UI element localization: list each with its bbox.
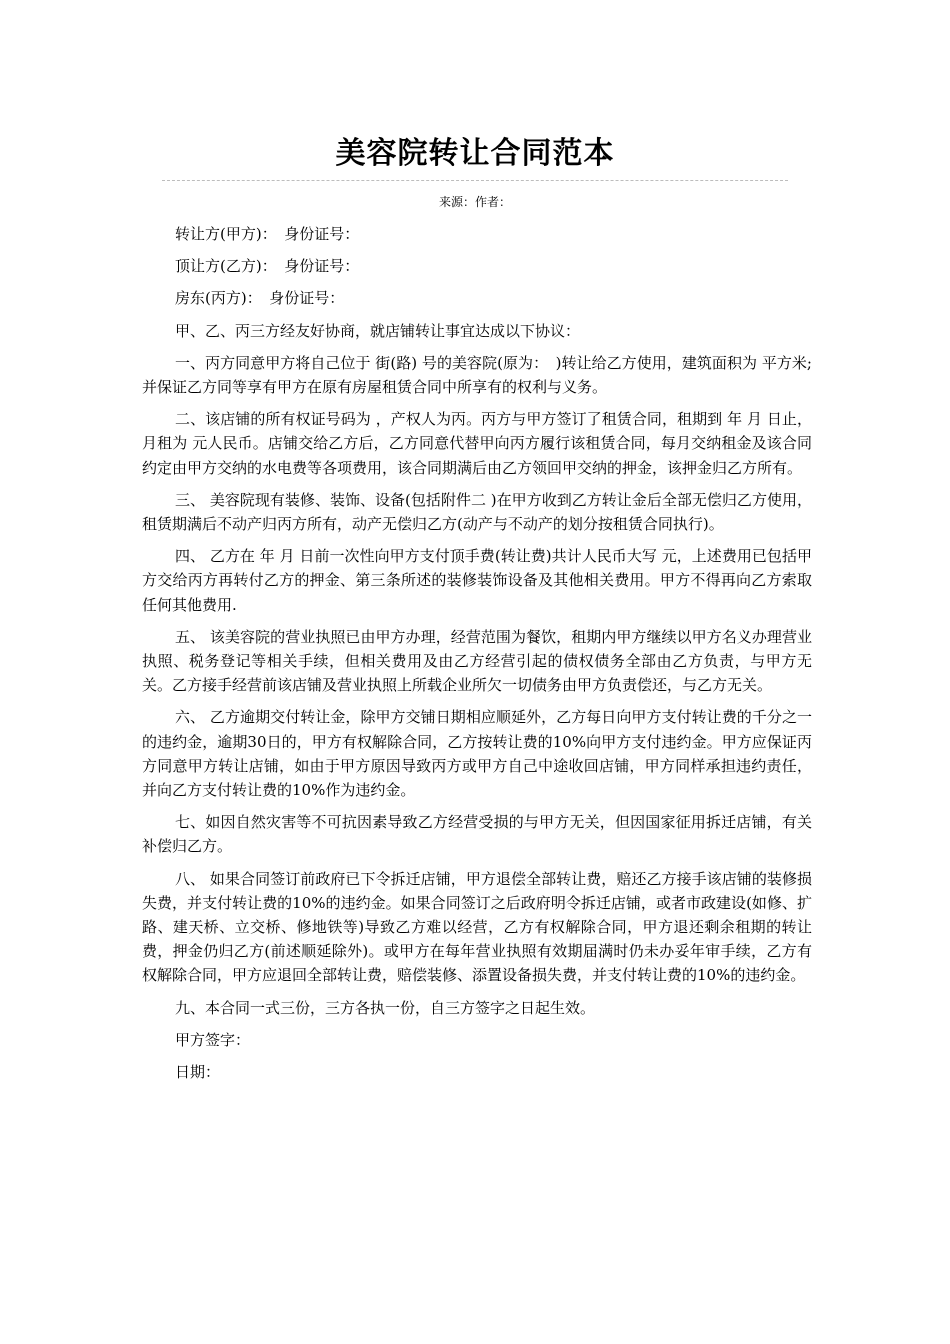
clause-1: 一、丙方同意甲方将自己位于 街(路) 号的美容院(原为： )转让给乙方使用，建筑面积为 平方米;并保证乙方同等享有甲方在原有房屋租赁合同中所享有的权利与义务。 — [142, 353, 812, 397]
document-title: 美容院转让合同范本 — [335, 136, 615, 171]
clause-5: 五、 该美容院的营业执照已由甲方办理，经营范围为餐饮，租期内甲方继续以甲方名义办理营业执照、税务登记等相关手续，但相关费用及由乙方经营引起的债权债务全部由乙方负责，与甲方无关。乙方接手经营前该店铺及营业执照上所载企业所欠一切债务由甲方负责偿还，与乙方无关。 — [142, 627, 812, 695]
source-line: 来源：作者： — [438, 195, 511, 209]
clause-6: 六、 乙方逾期交付转让金，除甲方交铺日期相应顺延外，乙方每日向甲方支付转让费的千分之一的违约金，逾期30日的，甲方有权解除合同，乙方按转让费的10%向甲方支付违约金。甲方应保证丙方同意甲方转让店铺，如由于甲方原因导致丙方或甲方自己中途收回店铺，甲方同样承担违约责任，并向乙方支付转让费的10%作为违约金。 — [142, 708, 812, 800]
clause-9: 九、本合同一式三份，三方各执一份，自三方签字之日起生效。 — [175, 998, 596, 1017]
party-c-line: 房东(丙方)： 身份证号： — [175, 289, 345, 308]
clause-3: 三、 美容院现有装修、装饰、设备(包括附件二 )在甲方收到乙方转让金后全部无偿归乙方使用，租赁期满后不动产归丙方所有，动产无偿归乙方(动产与不动产的划分按租赁合同执行)。 — [142, 490, 812, 534]
party-a-signature: 甲方签字： — [175, 1030, 251, 1049]
party-a-line: 转让方(甲方)： 身份证号： — [175, 225, 360, 243]
title-divider — [162, 180, 788, 181]
contract-body — [142, 222, 812, 1092]
party-b-line: 顶让方(乙方)： 身份证号： — [175, 257, 360, 276]
clause-2: 二、该店铺的所有权证号码为 ，产权人为丙。丙方与甲方签订了租赁合同，租期到 年 月 日止，月租为 元人民币。店铺交给乙方后，乙方同意代替甲向丙方履行该租赁合同，每月交纳租金及该合同约定由甲方交纳的水电费等各项费用，该合同期满后由乙方领回甲交纳的押金，该押金归乙方所有。 — [142, 410, 812, 477]
clause-4: 四、 乙方在 年 月 日前一次性向甲方支付顶手费(转让费)共计人民币大写 元，上述费用已包括甲方交给丙方再转付乙方的押金、第三条所述的装修装饰设备及其他相关费用。甲方不得再向乙方索取任何其他费用. — [142, 547, 812, 614]
agreement-intro: 甲、乙、丙三方经友好协商，就店铺转让事宜达成以下协议： — [175, 321, 581, 340]
clause-8: 八、 如果合同签订前政府已下令拆迁店铺，甲方退偿全部转让费，赔还乙方接手该店铺的装修损失费，并支付转让费的10%的违约金。如果合同签订之后政府明令拆迁店铺，或者市政建设(如修、扩路、建天桥、立交桥、修地铁等)导致乙方难以经营，乙方有权解除合同，甲方退还剩余租期的转让费，押金仍归乙方(前述顺延除外)。或甲方在每年营业执照有效期届满时仍未办妥年审手续，乙方有权解除合同，甲方应退回全部转让费，赔偿装修、添置设备损失费，并支付转让费的10%的违约金。 — [142, 869, 812, 985]
clause-7: 七、如因自然灾害等不可抗因素导致乙方经营受损的与甲方无关，但因国家征用拆迁店铺，有关补偿归乙方。 — [142, 813, 812, 856]
signature-date: 日期： — [175, 1063, 221, 1082]
